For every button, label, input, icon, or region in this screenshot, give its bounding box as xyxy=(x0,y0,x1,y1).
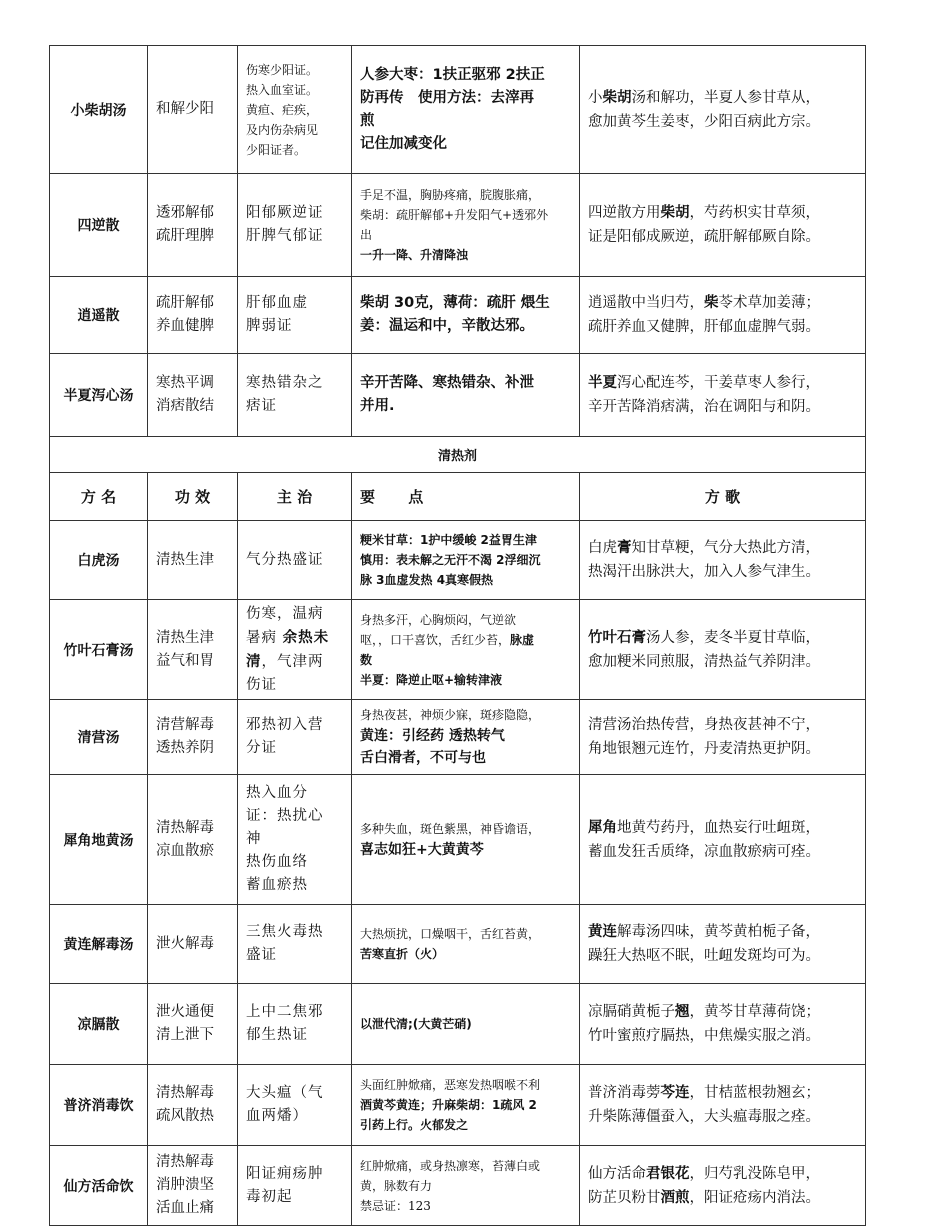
points-line: 出 xyxy=(360,228,373,242)
formula-effect xyxy=(148,775,238,905)
formula-song xyxy=(580,700,866,775)
effect-line: 养血健脾 xyxy=(156,318,214,334)
song-bold: 半夏 xyxy=(588,375,617,391)
indication-line: 大头瘟（气 xyxy=(246,1085,324,1101)
indication-line: 上中二焦邪 xyxy=(246,1004,324,1020)
formula-effect xyxy=(148,700,238,775)
formula-points xyxy=(352,521,580,600)
formula-name: 四逆散 xyxy=(50,174,148,277)
song-line xyxy=(588,1162,857,1186)
effect-line: 寒热平调 xyxy=(156,375,214,391)
indication-line xyxy=(246,626,343,650)
effect-line: 疏肝解郁 xyxy=(156,295,214,311)
song-line xyxy=(588,626,857,650)
song-text: 解毒汤四味，黄芩黄柏栀子备， xyxy=(617,924,820,940)
indication-line: 毒初起 xyxy=(246,1188,293,1205)
song-bold: 芩连 xyxy=(660,1085,690,1101)
section-row xyxy=(50,437,866,473)
indication-line: 邪热初入营 xyxy=(246,717,324,733)
indication-bold: 余热未 xyxy=(282,628,330,646)
points-line: 记住加减变化 xyxy=(360,135,447,152)
formula-effect xyxy=(148,46,238,174)
points-line: 红肿焮痛，或身热凛寒，苔薄白或 xyxy=(360,1158,541,1173)
formula-points xyxy=(352,700,580,775)
song-text: 知甘草粳，气分大热此方清， xyxy=(631,540,820,556)
song-text: ，黄芩甘草薄荷饶； xyxy=(689,1004,820,1020)
song-text: 地黄芍药丹，血热妄行吐衄斑， xyxy=(617,819,820,836)
formula-indication xyxy=(238,984,352,1065)
indication-line xyxy=(246,650,343,674)
table-row xyxy=(50,46,866,174)
song-line xyxy=(588,291,857,315)
formula-effect xyxy=(148,174,238,277)
formula-song xyxy=(580,600,866,700)
indication-line: 盛证 xyxy=(246,947,277,963)
formula-name: 白虎汤 xyxy=(50,521,148,600)
formula-song xyxy=(580,775,866,905)
formula-points xyxy=(352,600,580,700)
table-body-top xyxy=(50,46,866,437)
indication-bold: 清 xyxy=(246,652,262,670)
formula-effect xyxy=(148,1065,238,1146)
points-line: 姜：温运和中，辛散达邪。 xyxy=(360,318,534,334)
table-row xyxy=(50,1065,866,1146)
indication-line: 阳郁厥逆证 xyxy=(246,205,324,221)
song-text: 汤人参，麦冬半夏甘草临， xyxy=(646,629,820,646)
formula-effect xyxy=(148,521,238,600)
effect-line: 泄火解毒 xyxy=(156,935,214,952)
formula-name: 清营汤 xyxy=(50,700,148,775)
formula-name: 竹叶石膏汤 xyxy=(50,600,148,700)
song-line xyxy=(588,1186,857,1210)
song-line: 热渴汗出脉洪大，加入人参气津生。 xyxy=(588,564,820,580)
formula-table xyxy=(49,45,866,1226)
table-row xyxy=(50,354,866,437)
points-line: 辛开苦降、寒热错杂、补泄 xyxy=(360,375,534,391)
song-line xyxy=(588,371,857,395)
song-text: 凉膈硝黄栀子 xyxy=(588,1004,675,1020)
formula-indication xyxy=(238,775,352,905)
header-song: 方 歌 xyxy=(580,473,866,521)
song-text: 苓术草加姜薄； xyxy=(718,295,820,311)
points-bold-line: 喜志如狂+大黄黄芩 xyxy=(360,841,484,858)
indication-line: 蓄血瘀热 xyxy=(246,877,308,893)
points-bold-line: 苦寒直折（火） xyxy=(360,947,445,961)
formula-indication xyxy=(238,46,352,174)
indication-line: 脾弱证 xyxy=(246,318,293,334)
indication-line: 肝脾气郁证 xyxy=(246,228,324,244)
indication-line: 伤寒少阳证。 xyxy=(246,62,319,77)
formula-points xyxy=(352,905,580,984)
formula-name: 凉膈散 xyxy=(50,984,148,1065)
section-header-body xyxy=(50,437,866,521)
header-points xyxy=(352,473,580,521)
points-line: 柴胡：疏肝解郁+升发阳气+透邪外 xyxy=(360,208,549,222)
formula-song xyxy=(580,905,866,984)
formula-indication xyxy=(238,1065,352,1146)
formula-indication xyxy=(238,600,352,700)
formula-name: 小柴胡汤 xyxy=(50,46,148,174)
points-bold-line: 慎用：表未解之无汗不渴 2浮细沉 xyxy=(360,553,541,567)
indication-line: 证：热扰心 xyxy=(246,808,324,824)
points-line: 黄，脉数有力 xyxy=(360,1178,433,1193)
points-bold-line: 黄连：引经药 透热转气 xyxy=(360,728,505,744)
points-bold-line: 半夏：降逆止呕+输转津液 xyxy=(360,672,503,687)
points-bold-line: 酒黄芩黄连；升麻柴胡：1疏风 2 xyxy=(360,1098,537,1112)
header-points-label: 要 点 xyxy=(360,488,438,506)
song-line xyxy=(588,536,857,560)
song-line: 疏肝养血又健脾，肝郁血虚脾气弱。 xyxy=(588,319,820,335)
points-line: 煎 xyxy=(360,112,375,129)
table-row xyxy=(50,174,866,277)
effect-line: 益气和胃 xyxy=(156,652,214,669)
points-line: 禁忌证：123 xyxy=(360,1198,431,1213)
points-line: 防再传 使用方法：去滓再 xyxy=(360,89,534,106)
effect-line: 泄火通便 xyxy=(156,1004,214,1020)
song-bold: 柴 xyxy=(704,295,719,311)
song-bold: 黄连 xyxy=(588,924,617,940)
effect-line: 透邪解郁 xyxy=(156,205,214,221)
formula-song xyxy=(580,1065,866,1146)
formula-song xyxy=(580,521,866,600)
header-indication: 主 治 xyxy=(238,473,352,521)
song-bold: 君银花 xyxy=(646,1165,690,1182)
formula-effect xyxy=(148,277,238,354)
formula-points xyxy=(352,1065,580,1146)
indication-line: 热入血室证。 xyxy=(246,82,319,97)
points-line: 大热烦扰，口燥咽干，舌红苔黄， xyxy=(360,927,541,941)
indication-line: 分证 xyxy=(246,740,277,756)
formula-song xyxy=(580,1146,866,1226)
formula-points xyxy=(352,277,580,354)
formula-song xyxy=(580,174,866,277)
effect-line: 清营解毒 xyxy=(156,717,214,733)
effect-line: 消肿溃坚 xyxy=(156,1177,214,1193)
song-line: 升柴陈薄僵蚕入，大头瘟毒服之痊。 xyxy=(588,1109,820,1125)
formula-effect xyxy=(148,984,238,1065)
effect-line: 透热养阴 xyxy=(156,740,214,756)
indication-text: 暑病 xyxy=(246,629,283,646)
song-text: ，阳证疮疡内消法。 xyxy=(689,1189,820,1206)
indication-line: 伤寒，温病 xyxy=(246,605,324,622)
song-line: 蓄血发狂舌质绛，凉血散瘀病可痊。 xyxy=(588,843,820,860)
song-line: 辛开苦降消痞满，治在调阳与和阴。 xyxy=(588,399,820,415)
formula-points xyxy=(352,46,580,174)
song-text: 白虎 xyxy=(588,540,617,556)
formula-song xyxy=(580,277,866,354)
song-text: 防芷贝粉甘 xyxy=(588,1189,661,1206)
points-line: 并用. xyxy=(360,398,395,414)
indication-line: 黄疸、疟疾， xyxy=(246,102,319,117)
points-bold: 脉虚 xyxy=(510,632,535,647)
song-line xyxy=(588,816,857,840)
indication-line: 痞证 xyxy=(246,398,277,414)
points-bold: 数 xyxy=(360,652,373,667)
song-text: 小 xyxy=(588,89,603,106)
formula-effect xyxy=(148,1146,238,1226)
song-line xyxy=(588,86,857,110)
indication-line: 神 xyxy=(246,831,262,847)
points-line: 柴胡 30克，薄荷：疏肝 煨生 xyxy=(360,295,550,311)
formula-points xyxy=(352,984,580,1065)
song-line: 愈加黄芩生姜枣，少阳百病此方宗。 xyxy=(588,113,820,130)
table-row xyxy=(50,984,866,1065)
indication-line: 阳证痈疡肿 xyxy=(246,1165,324,1182)
indication-line: 伤证 xyxy=(246,676,277,693)
song-text: 清营汤治热传营，身热夜甚神不宁， xyxy=(588,717,820,733)
header-effect: 功 效 xyxy=(148,473,238,521)
song-line: 证是阳郁成厥逆，疏肝解郁厥自除。 xyxy=(588,229,820,245)
song-bold: 犀角 xyxy=(588,819,617,836)
formula-indication xyxy=(238,277,352,354)
song-bold: 酒煎 xyxy=(660,1189,690,1206)
song-text: 逍遥散中当归芍， xyxy=(588,295,704,311)
effect-line: 凉血散瘀 xyxy=(156,842,214,859)
formula-points xyxy=(352,775,580,905)
points-bold-line: 粳米甘草：1护中缓峻 2益胃生津 xyxy=(360,533,537,547)
indication-line: 及内伤杂病见 xyxy=(246,122,319,137)
points-line: 身热多汗，心胸烦闷，气逆欲 xyxy=(360,612,517,627)
points-bold-line: 一升一降、升清降浊 xyxy=(360,248,469,262)
song-line: 角地银翘元连竹，丹麦清热更护阴。 xyxy=(588,741,820,757)
song-line xyxy=(588,1081,857,1105)
song-bold: 竹叶石膏 xyxy=(588,629,646,646)
song-text: ，甘桔蓝根勃翘玄； xyxy=(689,1085,820,1101)
indication-line: 热伤血络 xyxy=(246,854,308,870)
song-text: 四逆散方用 xyxy=(588,205,661,221)
table-row xyxy=(50,700,866,775)
table-row xyxy=(50,521,866,600)
points-line: 头面红肿焮痛，恶寒发热咽喉不利 xyxy=(360,1078,541,1092)
song-line xyxy=(588,1000,857,1024)
effect-line: 疏肝理脾 xyxy=(156,228,214,244)
effect-line: 清热解毒 xyxy=(156,819,214,836)
formula-name: 犀角地黄汤 xyxy=(50,775,148,905)
points-line: 呕，，口干喜饮，舌红少苔，脉虚 xyxy=(360,632,535,647)
points-bold-line: 舌白滑者，不可与也 xyxy=(360,750,486,766)
indication-line: 血两燔） xyxy=(246,1108,308,1124)
song-text: 仙方活命 xyxy=(588,1165,646,1182)
table-row xyxy=(50,905,866,984)
formula-indication xyxy=(238,354,352,437)
formula-song xyxy=(580,984,866,1065)
indication-line: 寒热错杂之 xyxy=(246,375,324,391)
song-line xyxy=(588,713,857,737)
points-line: 身热夜甚，神烦少寐，斑疹隐隐， xyxy=(360,708,541,722)
formula-effect xyxy=(148,354,238,437)
song-text: ，芍药枳实甘草须， xyxy=(689,205,820,221)
points-line xyxy=(360,650,571,670)
formula-points xyxy=(352,174,580,277)
song-bold: 柴胡 xyxy=(602,89,632,106)
formula-effect xyxy=(148,905,238,984)
points-line: 手足不温，胸胁疼痛，脘腹胀痛， xyxy=(360,188,541,202)
formula-indication xyxy=(238,1146,352,1226)
song-line: 躁狂大热呕不眠，吐衄发斑均可为。 xyxy=(588,948,820,964)
formula-name: 逍遥散 xyxy=(50,277,148,354)
effect-line: 清热解毒 xyxy=(156,1085,214,1101)
formula-name: 仙方活命饮 xyxy=(50,1146,148,1226)
song-text: 汤和解功，半夏人参甘草从， xyxy=(631,89,820,106)
indication-line: 郁生热证 xyxy=(246,1027,308,1043)
formula-points xyxy=(352,354,580,437)
table-row xyxy=(50,600,866,700)
indication-line: 少阳证者。 xyxy=(246,142,307,157)
points-line: 人参大枣：1扶正驱邪 2扶正 xyxy=(360,66,545,83)
header-name: 方 名 xyxy=(50,473,148,521)
formula-indication xyxy=(238,521,352,600)
table-row xyxy=(50,277,866,354)
effect-line: 清热生津 xyxy=(156,551,214,568)
formula-indication xyxy=(238,700,352,775)
song-bold: 柴胡 xyxy=(660,205,690,221)
indication-line: 肝郁血虚 xyxy=(246,295,308,311)
effect-line: 疏风散热 xyxy=(156,1108,214,1124)
formula-name: 普济消毒饮 xyxy=(50,1065,148,1146)
song-line xyxy=(588,920,857,944)
indication-line: 三焦火毒热 xyxy=(246,924,324,940)
points-bold-line: 以泄代清;(大黄芒硝) xyxy=(360,1017,472,1031)
effect-line: 活血止痛 xyxy=(156,1200,214,1216)
formula-points xyxy=(352,1146,580,1226)
effect-line: 清热生津 xyxy=(156,629,214,646)
formula-name: 半夏泻心汤 xyxy=(50,354,148,437)
song-bold: 翘 xyxy=(675,1004,690,1020)
effect-line: 消痞散结 xyxy=(156,398,214,414)
column-header-row xyxy=(50,473,866,521)
effect-line: 和解少阳 xyxy=(156,101,214,117)
points-bold-line: 脉 3血虚发热 4真寒假热 xyxy=(360,573,494,587)
song-text: 泻心配连芩，干姜草枣人参行， xyxy=(617,375,820,391)
indication-line: 气分热盛证 xyxy=(246,551,324,568)
section-title: 清热剂 xyxy=(50,437,866,473)
formula-name: 黄连解毒汤 xyxy=(50,905,148,984)
formula-effect xyxy=(148,600,238,700)
table-body-bottom xyxy=(50,521,866,1226)
table-row xyxy=(50,1146,866,1226)
formula-song xyxy=(580,354,866,437)
formula-indication xyxy=(238,905,352,984)
song-text: 普济消毒蒡 xyxy=(588,1085,661,1101)
formula-song xyxy=(580,46,866,174)
indication-line: 热入血分 xyxy=(246,785,308,801)
indication-text: ，气津两 xyxy=(261,653,324,670)
song-text: ，归芍乳没陈皂甲， xyxy=(689,1165,820,1182)
effect-line: 清上泄下 xyxy=(156,1027,214,1043)
song-line: 竹叶蜜煎疗膈热，中焦燥实服之消。 xyxy=(588,1028,820,1044)
song-bold: 膏 xyxy=(617,540,632,556)
song-line xyxy=(588,201,857,225)
effect-line: 清热解毒 xyxy=(156,1154,214,1170)
formula-indication xyxy=(238,174,352,277)
song-line: 愈加粳米同煎服，清热益气养阴津。 xyxy=(588,653,820,670)
points-bold-line: 引药上行。火郁发之 xyxy=(360,1118,469,1132)
points-line: 多种失血，斑色紫黑，神昏谵语， xyxy=(360,821,541,836)
table-row xyxy=(50,775,866,905)
